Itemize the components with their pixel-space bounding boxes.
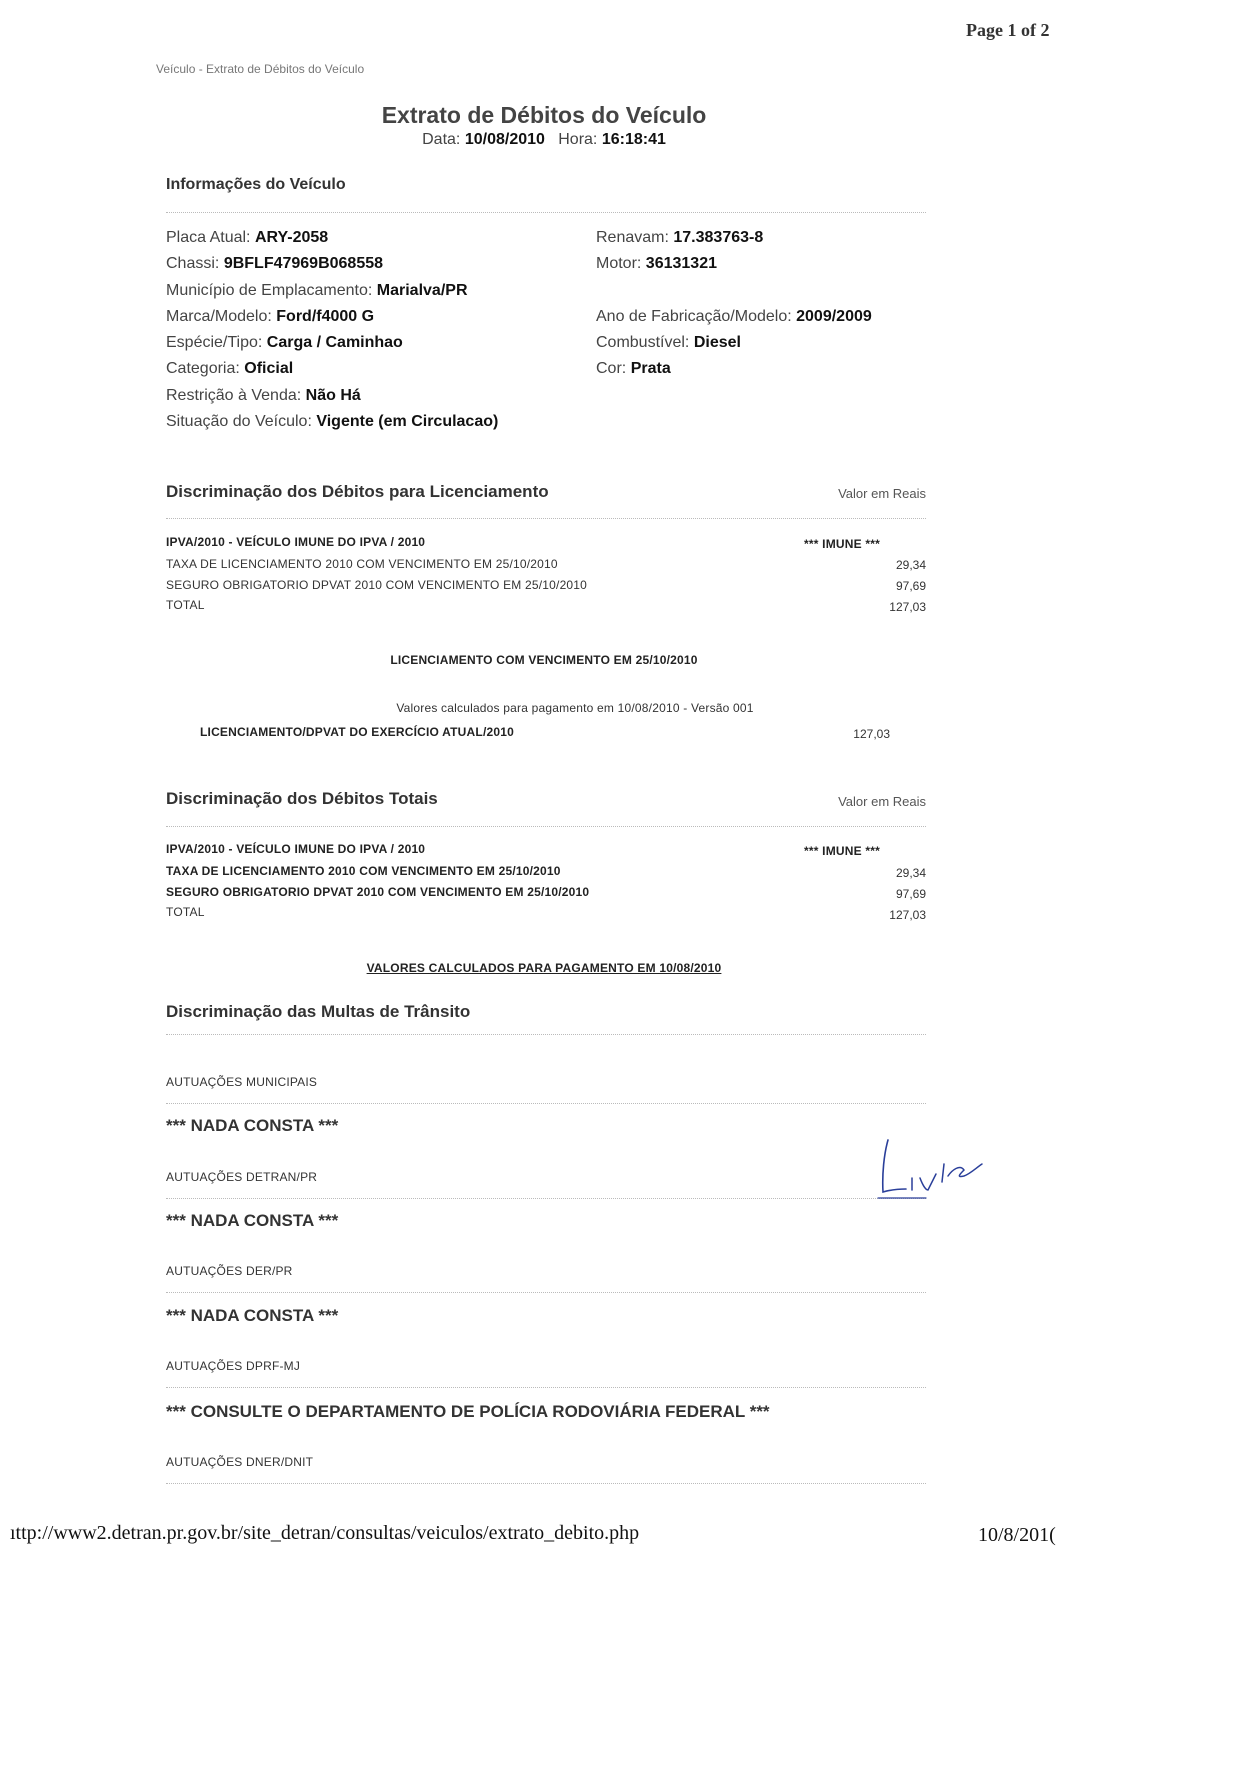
multas-group-title: AUTUAÇÕES DNER/DNIT bbox=[166, 1455, 314, 1469]
info-row-placa bbox=[166, 229, 498, 255]
info-row-motor bbox=[596, 255, 872, 308]
info-label: Placa Atual: bbox=[166, 229, 251, 246]
info-row-situacao bbox=[166, 413, 498, 439]
debt-row-value: *** IMUNE *** bbox=[804, 537, 880, 551]
footer-url[interactable]: ıttp://www2.detran.pr.gov.br/site_detran/consultas/veiculos/extrato_debito.php bbox=[10, 1522, 640, 1544]
info-row-restricao bbox=[166, 387, 498, 413]
info-value: 2009/2009 bbox=[796, 307, 872, 325]
info-value: Oficial bbox=[244, 360, 294, 378]
info-row-municipio bbox=[166, 282, 498, 308]
totais-heading: Discriminação dos Débitos Totais bbox=[166, 789, 438, 808]
multas-heading: Discriminação das Multas de Trânsito bbox=[166, 1002, 471, 1021]
info-row-especie bbox=[166, 334, 498, 360]
info-row-cor bbox=[596, 360, 872, 386]
info-value: Marialva/PR bbox=[376, 281, 468, 299]
info-row-chassi bbox=[166, 255, 498, 281]
vencimento-title: LICENCIAMENTO COM VENCIMENTO EM 25/10/2010 bbox=[390, 653, 698, 667]
debt-row-total-value: 127,03 bbox=[889, 600, 926, 614]
calc-link[interactable]: VALORES CALCULADOS PARA PAGAMENTO EM 10/08/2010 bbox=[366, 961, 722, 975]
debt-row-value: 97,69 bbox=[895, 579, 926, 593]
calc-note: Valores calculados para pagamento em 10/08/2010 - Versão 001 bbox=[396, 701, 754, 715]
handwritten-signature bbox=[868, 1134, 998, 1206]
value-header: Valor em Reais bbox=[838, 486, 926, 501]
data-label: Data: bbox=[422, 131, 461, 148]
multas-group-title: AUTUAÇÕES DPRF-MJ bbox=[166, 1359, 301, 1373]
vehicle-info-left bbox=[166, 229, 498, 439]
value-header: Valor em Reais bbox=[838, 794, 926, 809]
info-label: Categoria: bbox=[166, 360, 240, 378]
vehicle-info-heading: Informações do Veículo bbox=[166, 176, 346, 193]
debt-row-desc: SEGURO OBRIGATORIO DPVAT 2010 COM VENCIMENTO EM 25/10/2010 bbox=[166, 578, 588, 592]
divider bbox=[166, 1483, 926, 1484]
info-label: Cor: bbox=[596, 360, 627, 378]
info-value: Prata bbox=[630, 360, 671, 378]
multas-group-status: *** NADA CONSTA *** bbox=[166, 1116, 339, 1135]
info-row-marca-modelo bbox=[166, 308, 498, 334]
info-row-combustivel bbox=[596, 334, 872, 360]
debt-row-desc: IPVA/2010 - VEÍCULO IMUNE DO IPVA / 2010 bbox=[166, 535, 426, 549]
info-label: Situação do Veículo: bbox=[166, 413, 312, 431]
info-value: Não Há bbox=[305, 386, 361, 404]
info-value: Vigente (em Circulacao) bbox=[316, 413, 499, 431]
debt-row-value: 29,34 bbox=[895, 866, 926, 880]
divider bbox=[166, 1198, 926, 1199]
info-label: Marca/Modelo: bbox=[166, 307, 272, 325]
info-label: Chassi: bbox=[166, 255, 220, 273]
debt-row-total-label: TOTAL bbox=[166, 598, 205, 612]
hora-label: Hora: bbox=[558, 131, 598, 148]
debt-row-value: *** IMUNE *** bbox=[804, 844, 880, 858]
multas-group-status: *** CONSULTE O DEPARTAMENTO DE POLÍCIA RODOVIÁRIA FEDERAL *** bbox=[166, 1402, 770, 1421]
debt-row-total-label: TOTAL bbox=[166, 905, 205, 919]
vehicle-info-right bbox=[596, 229, 872, 387]
debt-row-desc: SEGURO OBRIGATORIO DPVAT 2010 COM VENCIMENTO EM 25/10/2010 bbox=[166, 885, 590, 899]
debt-row-desc: IPVA/2010 - VEÍCULO IMUNE DO IPVA / 2010 bbox=[166, 842, 426, 856]
info-row-renavam bbox=[596, 229, 872, 255]
browser-title: Veículo - Extrato de Débitos do Veículo bbox=[156, 62, 365, 76]
page-indicator: Page 1 of 2 bbox=[966, 20, 1050, 40]
multas-group-title: AUTUAÇÕES DER/PR bbox=[166, 1264, 293, 1278]
divider bbox=[166, 518, 926, 519]
exercicio-value: 127,03 bbox=[853, 727, 890, 741]
licenciamento-heading: Discriminação dos Débitos para Licenciamento bbox=[166, 482, 549, 501]
divider bbox=[166, 212, 926, 213]
divider bbox=[166, 1387, 926, 1388]
info-value: Carga / Caminhao bbox=[266, 334, 403, 352]
multas-group-status: *** NADA CONSTA *** bbox=[166, 1306, 339, 1325]
exercicio-label: LICENCIAMENTO/DPVAT DO EXERCÍCIO ATUAL/2010 bbox=[200, 725, 514, 739]
info-value: Diesel bbox=[693, 334, 741, 352]
multas-group-status: *** NADA CONSTA *** bbox=[166, 1211, 339, 1230]
info-value: 17.383763-8 bbox=[673, 229, 764, 246]
info-row-ano bbox=[596, 308, 872, 334]
date-time-line bbox=[0, 131, 1088, 149]
footer-date: 10/8/201( bbox=[978, 1524, 1056, 1546]
info-row-categoria bbox=[166, 360, 498, 386]
divider bbox=[166, 826, 926, 827]
debt-row-desc: TAXA DE LICENCIAMENTO 2010 COM VENCIMENTO EM 25/10/2010 bbox=[166, 557, 558, 571]
debt-row-desc: TAXA DE LICENCIAMENTO 2010 COM VENCIMENTO EM 25/10/2010 bbox=[166, 864, 561, 878]
info-value: Ford/f4000 G bbox=[276, 307, 375, 325]
multas-group-title: AUTUAÇÕES MUNICIPAIS bbox=[166, 1075, 318, 1089]
debt-row-value: 29,34 bbox=[895, 558, 926, 572]
data-value: 10/08/2010 bbox=[464, 131, 545, 148]
info-label: Restrição à Venda: bbox=[166, 386, 302, 404]
debt-row-total-value: 127,03 bbox=[889, 908, 926, 922]
info-label: Motor: bbox=[596, 255, 642, 273]
info-value: 9BFLF47969B068558 bbox=[223, 255, 384, 273]
multas-group-title: AUTUAÇÕES DETRAN/PR bbox=[166, 1170, 318, 1184]
info-label: Município de Emplacamento: bbox=[166, 281, 373, 299]
hora-value: 16:18:41 bbox=[601, 131, 666, 148]
page-title: Extrato de Débitos do Veículo bbox=[381, 102, 707, 128]
divider bbox=[166, 1103, 926, 1104]
divider bbox=[166, 1034, 926, 1035]
info-label: Espécie/Tipo: bbox=[166, 334, 263, 352]
debt-row-value: 97,69 bbox=[895, 887, 926, 901]
info-label: Ano de Fabricação/Modelo: bbox=[596, 307, 792, 325]
info-value: 36131321 bbox=[645, 255, 717, 273]
info-value: ARY-2058 bbox=[254, 229, 329, 246]
info-label: Combustível: bbox=[596, 334, 690, 352]
divider bbox=[166, 1292, 926, 1293]
info-label: Renavam: bbox=[596, 229, 669, 246]
